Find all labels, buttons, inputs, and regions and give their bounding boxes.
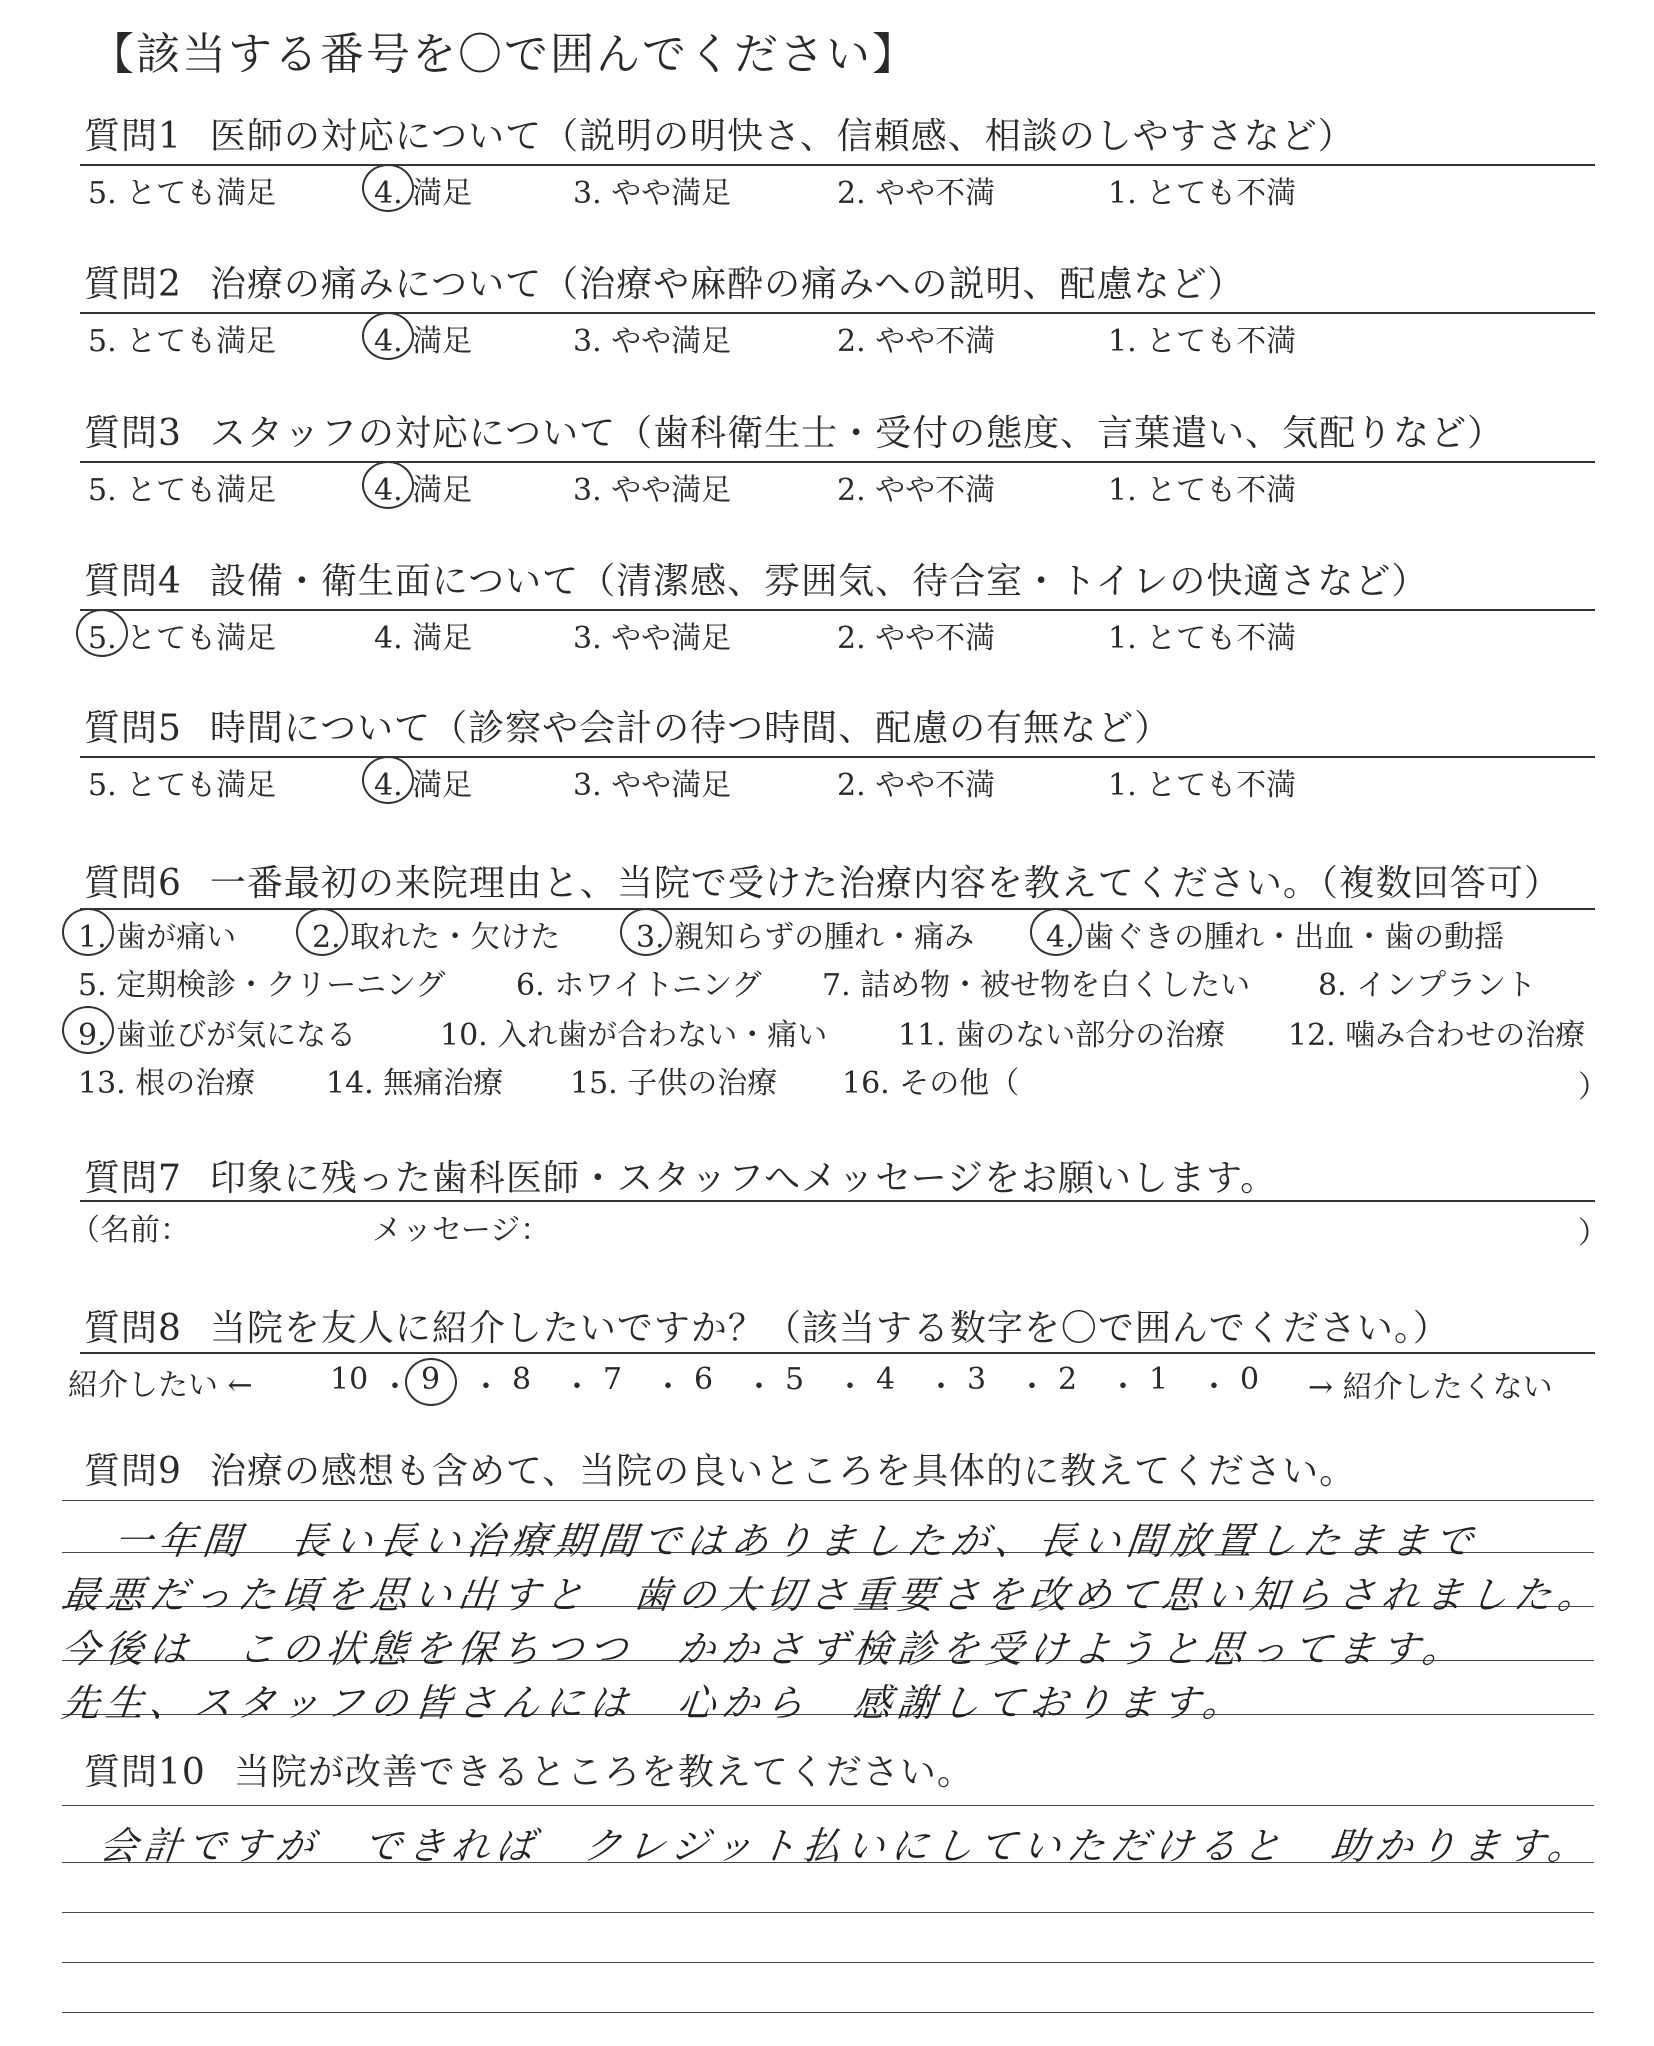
page-title: 【該当する番号を〇で囲んでください】 — [90, 29, 918, 80]
question-6-rule — [80, 908, 1595, 910]
q8-separator: ・ — [653, 1370, 683, 1405]
question-2-heading — [84, 256, 1244, 307]
q8-scale-value[interactable]: 3 — [967, 1362, 987, 1397]
q8-separator: ・ — [1017, 1370, 1047, 1405]
question-10-heading — [84, 1744, 974, 1795]
question-7-rule — [80, 1200, 1595, 1202]
q6-option[interactable]: 13. 根の治療 — [78, 1066, 256, 1101]
q7-message-label: メッセージ： — [372, 1213, 551, 1248]
q8-scale-value[interactable]: 7 — [603, 1362, 623, 1397]
q2-rating-option[interactable]: 3. やや満足 — [573, 324, 732, 359]
q8-separator: ・ — [1108, 1370, 1138, 1405]
q4-rating-option[interactable]: 1. とても不満 — [1108, 621, 1297, 656]
question-7-number: 質問7 — [84, 1158, 182, 1199]
q8-separator: ・ — [835, 1370, 865, 1405]
q6-option[interactable]: 2. 取れた・欠けた — [312, 920, 561, 955]
q8-separator: ・ — [744, 1370, 774, 1405]
question-2-rule — [80, 312, 1595, 314]
q6-option[interactable]: 3. 親知らずの腫れ・痛み — [636, 920, 975, 955]
q6-option[interactable]: 4. 歯ぐきの腫れ・出血・歯の動揺 — [1046, 920, 1505, 955]
selection-circle — [362, 164, 414, 212]
q6-option[interactable]: 16. その他（ — [842, 1066, 1020, 1101]
q8-scale-value[interactable]: 0 — [1240, 1362, 1260, 1397]
q3-rating-option[interactable]: 2. やや不満 — [837, 473, 996, 508]
q8-scale-value[interactable]: 6 — [694, 1362, 714, 1397]
q8-separator: ・ — [562, 1370, 592, 1405]
selection-circle — [1030, 908, 1082, 956]
q8-right-label: → 紹介したくない — [1308, 1370, 1553, 1405]
question-6-number: 質問6 — [84, 863, 182, 904]
q6-option[interactable]: 6. ホワイトニング — [516, 968, 762, 1003]
q6-option[interactable]: 15. 子供の治療 — [570, 1066, 778, 1101]
q6-option[interactable]: 8. インプラント — [1318, 968, 1537, 1003]
question-10-number: 質問10 — [84, 1752, 206, 1793]
q6-option[interactable]: 14. 無痛治療 — [326, 1066, 504, 1101]
q8-separator: ・ — [471, 1370, 501, 1405]
selection-circle — [62, 1006, 114, 1054]
q1-rating-option[interactable]: 1. とても不満 — [1108, 176, 1297, 211]
q10-line — [62, 1912, 1594, 1913]
q9-answer-line: 先生、スタッフの皆さんには 心から 感謝しております。 — [59, 1681, 1249, 1725]
q7-close-paren: ） — [1578, 1216, 1608, 1251]
question-10-text: 当院が改善できるところを教えてください。 — [233, 1752, 974, 1793]
q9-answer-line: 一年間 長い長い治療期間ではありましたが、長い間放置したままで — [112, 1519, 1481, 1563]
q5-rating-option[interactable]: 5. とても満足 — [88, 768, 277, 803]
question-7-heading — [84, 1150, 1277, 1201]
q6-option[interactable]: 9. 歯並びが気になる — [78, 1018, 357, 1053]
q4-rating-option[interactable]: 5. とても満足 — [88, 621, 277, 656]
q2-rating-option[interactable]: 1. とても不満 — [1108, 324, 1297, 359]
q6-option[interactable]: 1. 歯が痛い — [78, 920, 237, 955]
question-6-heading — [84, 855, 1561, 906]
selection-circle — [405, 1358, 457, 1406]
q10-line — [62, 2012, 1594, 2013]
question-8-text: 当院を友人に紹介したいですか？（該当する数字を〇で囲んでください。） — [209, 1308, 1450, 1349]
question-5-rule — [80, 756, 1595, 758]
question-8-number: 質問8 — [84, 1308, 182, 1349]
q10-line — [62, 1962, 1594, 1963]
q8-separator: ・ — [926, 1370, 956, 1405]
question-4-number: 質問4 — [84, 561, 182, 602]
q5-rating-option[interactable]: 4. 満足 — [374, 768, 473, 803]
selection-circle — [362, 756, 414, 804]
question-9-text: 治療の感想も含めて、当院の良いところを具体的に教えてください。 — [209, 1451, 1357, 1492]
selection-circle — [76, 609, 128, 657]
question-8-rule — [80, 1352, 1595, 1354]
question-1-number: 質問1 — [84, 116, 182, 157]
q3-rating-option[interactable]: 3. やや満足 — [573, 473, 732, 508]
question-8-heading — [84, 1300, 1450, 1351]
q10-line — [62, 1805, 1594, 1806]
q1-rating-option[interactable]: 3. やや満足 — [573, 176, 732, 211]
q5-rating-option[interactable]: 3. やや満足 — [573, 768, 732, 803]
selection-circle — [620, 908, 672, 956]
q1-rating-option[interactable]: 5. とても満足 — [88, 176, 277, 211]
question-1-text: 医師の対応について（説明の明快さ、信頼感、相談のしやすさなど） — [209, 116, 1355, 157]
q8-scale-value[interactable]: 2 — [1058, 1362, 1078, 1397]
q8-separator: ・ — [1199, 1370, 1229, 1405]
q5-rating-option[interactable]: 2. やや不満 — [837, 768, 996, 803]
question-5-text: 時間について（診察や会計の待つ時間、配慮の有無など） — [209, 708, 1172, 749]
selection-circle — [362, 461, 414, 509]
q4-rating-option[interactable]: 3. やや満足 — [573, 621, 732, 656]
question-3-text: スタッフの対応について（歯科衛生士・受付の態度、言葉遣い、気配りなど） — [209, 413, 1505, 454]
selection-circle — [362, 312, 414, 360]
q8-scale-value[interactable]: 5 — [785, 1362, 805, 1397]
q3-rating-option[interactable]: 5. とても満足 — [88, 473, 277, 508]
question-3-rule — [80, 461, 1595, 463]
q2-rating-option[interactable]: 5. とても満足 — [88, 324, 277, 359]
question-3-heading — [84, 405, 1504, 456]
q6-option[interactable]: 10. 入れ歯が合わない・痛い — [440, 1018, 828, 1053]
q8-separator: ・ — [380, 1370, 410, 1405]
question-9-heading — [84, 1443, 1356, 1494]
q9-answer-line: 最悪だった頃を思い出すと 歯の大切さ重要さを改めて思い知らされました。 — [59, 1573, 1604, 1617]
q8-scale-value[interactable]: 8 — [512, 1362, 532, 1397]
q6-option[interactable]: 12. 噛み合わせの治療 — [1288, 1018, 1586, 1053]
selection-circle — [296, 908, 348, 956]
q9-line — [62, 1500, 1594, 1501]
q4-rating-option[interactable]: 2. やや不満 — [837, 621, 996, 656]
q6-option[interactable]: 11. 歯のない部分の治療 — [898, 1018, 1226, 1053]
q2-rating-option[interactable]: 2. やや不満 — [837, 324, 996, 359]
q2-rating-option[interactable]: 4. 満足 — [374, 324, 473, 359]
q8-scale-value[interactable]: 4 — [876, 1362, 896, 1397]
question-5-number: 質問5 — [84, 708, 182, 749]
q1-rating-option[interactable]: 2. やや不満 — [837, 176, 996, 211]
question-2-number: 質問2 — [84, 264, 182, 305]
q8-left-label: 紹介したい ← — [68, 1368, 253, 1403]
q3-rating-option[interactable]: 4. 満足 — [374, 473, 473, 508]
q9-answer-line: 今後は この状態を保ちつつ かかさず検診を受けようと思ってます。 — [59, 1627, 1469, 1671]
q7-name-label: （名前： — [70, 1213, 190, 1248]
q8-scale-value[interactable]: 1 — [1149, 1362, 1169, 1397]
q6-option[interactable]: 7. 詰め物・被せ物を白くしたい — [822, 968, 1251, 1003]
selection-circle — [62, 908, 114, 956]
q8-scale-value[interactable]: 10 — [330, 1362, 369, 1397]
question-9-number: 質問9 — [84, 1451, 182, 1492]
question-4-rule — [80, 609, 1595, 611]
q10-answer-line: 会計ですが できれば クレジット払いにしていただけると 助かります。 — [97, 1824, 1594, 1868]
q6-option[interactable]: 5. 定期検診・クリーニング — [78, 968, 446, 1003]
q8-scale-value[interactable]: 9 — [421, 1362, 441, 1397]
question-4-text: 設備・衛生面について（清潔感、雰囲気、待合室・トイレの快適さなど） — [209, 561, 1429, 602]
question-1-heading — [84, 108, 1355, 159]
question-4-heading — [84, 553, 1428, 604]
q4-rating-option[interactable]: 4. 満足 — [374, 621, 473, 656]
q6-other-close-paren: ） — [1578, 1070, 1608, 1105]
question-3-number: 質問3 — [84, 413, 182, 454]
question-1-rule — [80, 164, 1595, 166]
q5-rating-option[interactable]: 1. とても不満 — [1108, 768, 1297, 803]
question-6-text: 一番最初の来院理由と、当院で受けた治療内容を教えてください。（複数回答可） — [209, 863, 1561, 904]
question-7-text: 印象に残った歯科医師・スタッフへメッセージをお願いします。 — [209, 1158, 1278, 1199]
question-5-heading — [84, 700, 1171, 751]
q3-rating-option[interactable]: 1. とても不満 — [1108, 473, 1297, 508]
q1-rating-option[interactable]: 4. 満足 — [374, 176, 473, 211]
question-2-text: 治療の痛みについて（治療や麻酔の痛みへの説明、配慮など） — [209, 264, 1245, 305]
